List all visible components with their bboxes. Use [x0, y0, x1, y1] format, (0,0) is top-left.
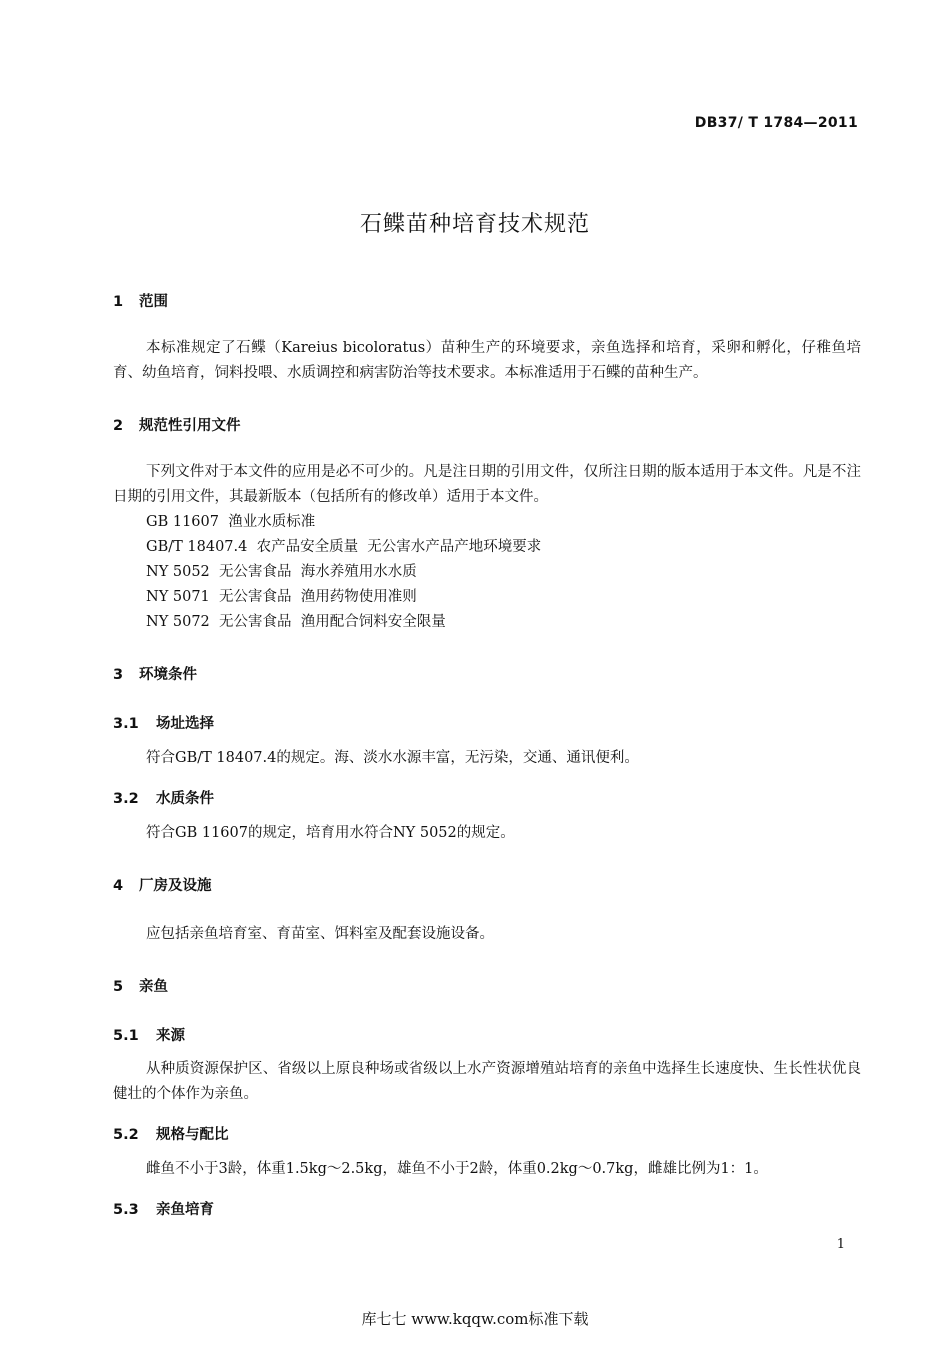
page-number: 1: [836, 1237, 845, 1252]
heading-broodstock: [113, 975, 168, 996]
heading-facilities: [113, 874, 212, 895]
heading-number: 2: [113, 418, 124, 434]
heading-label: 亲鱼: [139, 979, 168, 995]
heading-number: 3.1: [113, 716, 139, 732]
heading-label: 规格与配比: [156, 1127, 229, 1143]
heading-label: 厂房及设施: [139, 878, 212, 894]
heading-label: 来源: [156, 1028, 185, 1044]
heading-environment: [113, 663, 197, 684]
heading-number: 5.3: [113, 1202, 139, 1218]
standard-code: DB37/ T 1784—2011: [694, 115, 858, 131]
reference-item: NY 5071 无公害食品 渔用药物使用准则: [146, 589, 417, 605]
heading-label: 水质条件: [156, 791, 214, 807]
heading-scope: [113, 290, 168, 311]
heading-number: 4: [113, 878, 124, 894]
heading-normative-references: [113, 414, 241, 435]
paragraph-water-quality: 符合GB 11607的规定，培育用水符合NY 5052的规定。: [146, 825, 515, 841]
paragraph-source: 从种质资源保护区、省级以上原良种场或省级以上水产资源增殖站培育的亲鱼中选择生长速度快、生长性状优良健壮的个体作为亲鱼。: [113, 1061, 861, 1102]
heading-label: 亲鱼培育: [156, 1202, 214, 1218]
paragraph-facilities: 应包括亲鱼培育室、育苗室、饵料室及配套设施设备。: [146, 926, 494, 942]
heading-label: 场址选择: [156, 716, 214, 732]
reference-item: GB 11607 渔业水质标准: [146, 514, 316, 530]
heading-number: 3: [113, 667, 124, 683]
heading-size-ratio: [113, 1123, 229, 1144]
heading-label: 环境条件: [139, 667, 197, 683]
footer-watermark: 库七七 www.kqqw.com标准下载: [361, 1310, 589, 1328]
heading-source: [113, 1024, 185, 1045]
heading-label: 范围: [139, 294, 168, 310]
paragraph-scope: 本标准规定了石鲽（Kareius bicoloratus）苗种生产的环境要求，亲鱼选择和培育，采卵和孵化，仔稚鱼培育、幼鱼培育，饲料投喂、水质调控和病害防治等技术要求。本标准适用于石鲽的苗种生产。: [113, 340, 861, 381]
paragraph-site-selection: 符合GB/T 18407.4的规定。海、淡水水源丰富，无污染，交通、通讯便利。: [146, 750, 639, 766]
reference-item: GB/T 18407.4 农产品安全质量 无公害水产品产地环境要求: [146, 539, 542, 555]
document-title: 石鲽苗种培育技术规范: [359, 212, 590, 237]
heading-number: 5.1: [113, 1028, 139, 1044]
heading-broodstock-rearing: [113, 1198, 214, 1219]
heading-label: 规范性引用文件: [139, 418, 241, 434]
heading-water-quality: [113, 787, 214, 808]
heading-site-selection: [113, 712, 214, 733]
heading-number: 3.2: [113, 791, 139, 807]
paragraph-size-ratio: 雌鱼不小于3龄，体重1.5kg～2.5kg，雄鱼不小于2龄，体重0.2kg～0.7kg，雌雄比例为1：1。: [146, 1161, 768, 1177]
reference-item: NY 5072 无公害食品 渔用配合饲料安全限量: [146, 614, 446, 630]
paragraph-references-intro: 下列文件对于本文件的应用是必不可少的。凡是注日期的引用文件，仅所注日期的版本适用于本文件。凡是不注日期的引用文件，其最新版本（包括所有的修改单）适用于本文件。: [113, 464, 861, 505]
heading-number: 5: [113, 979, 124, 995]
heading-number: 5.2: [113, 1127, 139, 1143]
reference-item: NY 5052 无公害食品 海水养殖用水水质: [146, 564, 417, 580]
heading-number: 1: [113, 294, 124, 310]
